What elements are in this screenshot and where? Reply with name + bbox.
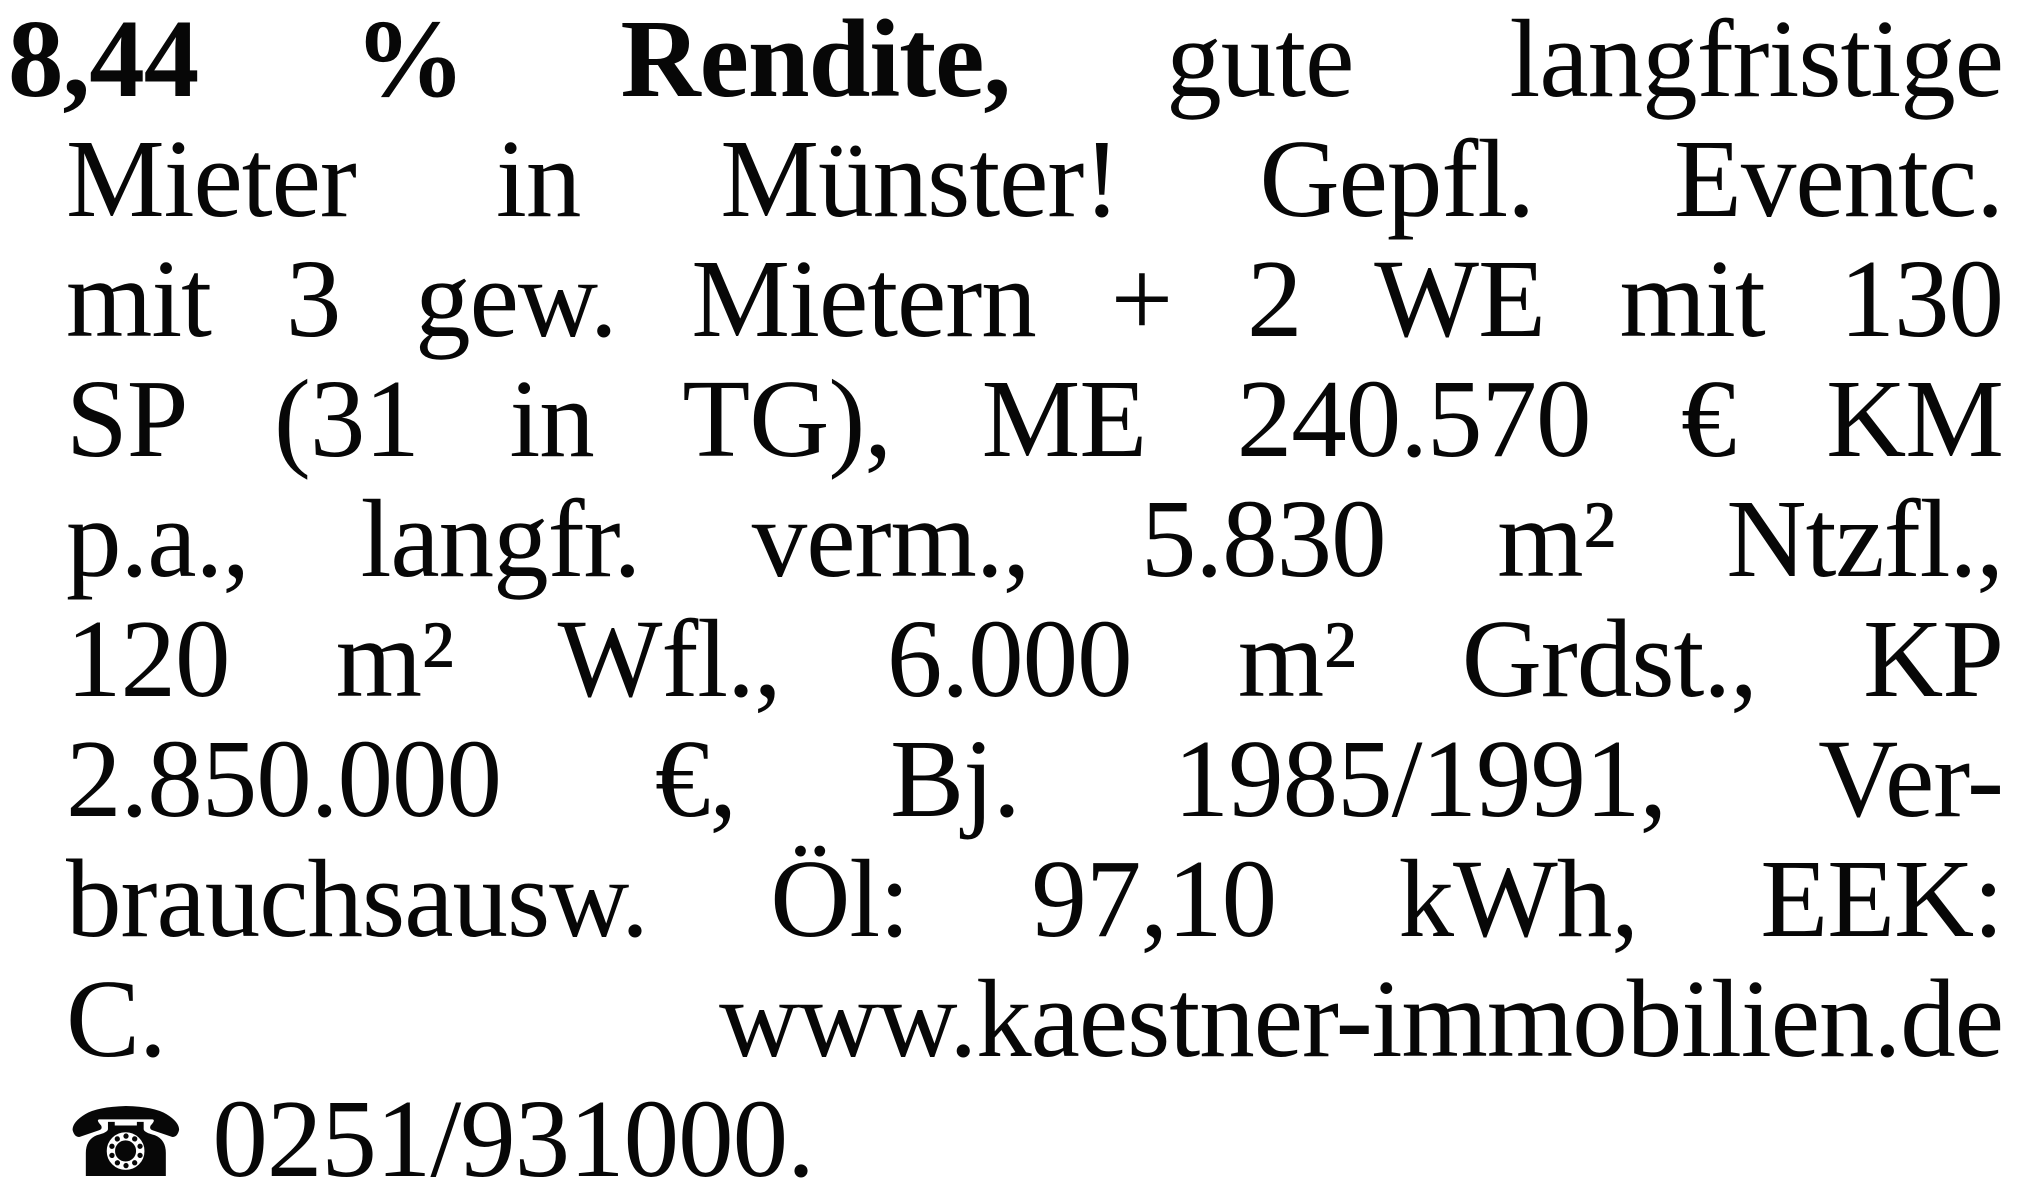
website-url: www.kaestner-immobilien.de xyxy=(719,958,2003,1081)
ad-line-9 xyxy=(8,960,2003,1080)
ad-line-6: 120 m² Wfl., 6.000 m² Grdst., KP xyxy=(66,598,2003,721)
ad-line-7: 2.850.000 €, Bj. 1985/1991, Ver- xyxy=(66,718,2003,841)
ad-line-2: Mieter in Münster! Gepfl. Eventc. xyxy=(66,118,2003,241)
ad-line-1-text: gute langfristige xyxy=(1166,0,2004,121)
phone-number: 0251/931000. xyxy=(212,1078,814,1201)
ad-line-5: p.a., langfr. verm., 5.830 m² Ntzfl., xyxy=(66,478,2003,601)
ad-headline-bold: 8,44 % Rendite, xyxy=(8,0,1011,121)
ad-line-10 xyxy=(8,1080,2003,1203)
telephone-icon: ☎ xyxy=(66,1087,186,1199)
ad-line-4: SP (31 in TG), ME 240.570 € KM xyxy=(66,358,2003,481)
ad-line-8: brauchsausw. Öl: 97,10 kWh, EEK: xyxy=(66,838,2003,961)
energy-class-text: C. xyxy=(66,958,166,1081)
ad-line-1 xyxy=(8,0,2003,120)
ad-line-3: mit 3 gew. Mietern + 2 WE mit 130 xyxy=(66,238,2003,361)
